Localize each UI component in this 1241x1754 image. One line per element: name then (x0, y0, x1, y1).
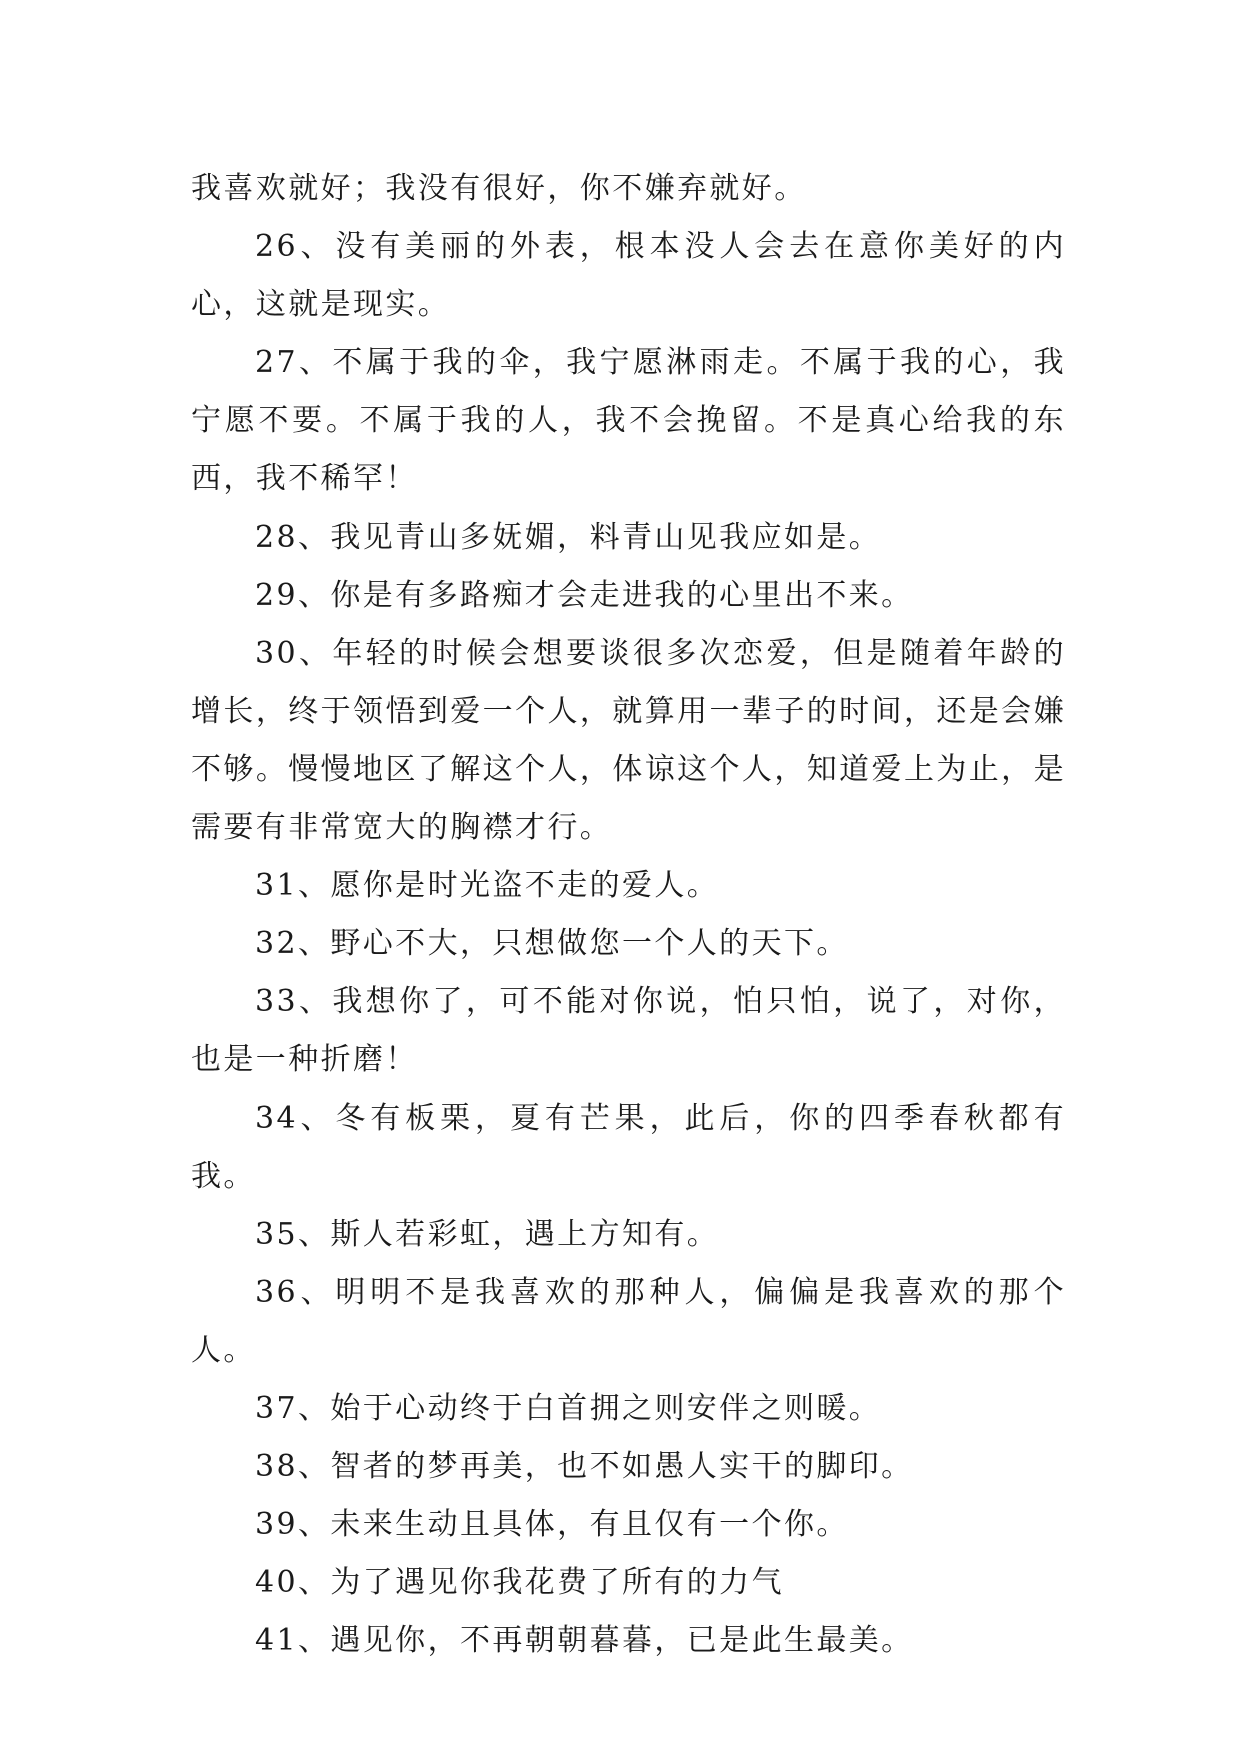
list-item-34: 34、冬有板栗，夏有芒果，此后，你的四季春秋都有我。 (191, 1100, 1066, 1194)
list-item-32: 32、野心不大，只想做您一个人的天下。 (255, 926, 849, 962)
list-item-28: 28、我见青山多妩媚，料青山见我应如是。 (255, 519, 882, 555)
list-item-27: 27、不属于我的伞，我宁愿淋雨走。不属于我的心，我宁愿不要。不属于我的人，我不会挽留。不是真心给我的东西，我不稀罕！ (191, 345, 1066, 497)
list-item-33: 33、我想你了，可不能对你说，怕只怕，说了，对你，也是一种折磨！ (191, 984, 1066, 1078)
list-item-35: 35、斯人若彩虹，遇上方知有。 (255, 1216, 720, 1252)
list-item-37: 37、始于心动终于白首拥之则安伴之则暖。 (255, 1390, 882, 1426)
list-item-29: 29、你是有多路痴才会走进我的心里出不来。 (255, 577, 914, 613)
list-item-36: 36、明明不是我喜欢的那种人，偏偏是我喜欢的那个人。 (191, 1274, 1066, 1368)
list-item-41: 41、遇见你，不再朝朝暮暮，已是此生最美。 (255, 1623, 914, 1659)
list-item-40: 40、为了遇见你我花费了所有的力气 (255, 1565, 784, 1601)
list-item-30: 30、年轻的时候会想要谈很多次恋爱，但是随着年龄的增长，终于领悟到爱一个人，就算用一辈子的时间，还是会嫌不够。慢慢地区了解这个人，体谅这个人，知道爱上为止，是需要有非常宽大的胸襟才行。 (191, 635, 1066, 846)
list-item-31: 31、愿你是时光盗不走的爱人。 (255, 868, 720, 904)
list-item-26: 26、没有美丽的外表，根本没人会去在意你美好的内心，这就是现实。 (191, 229, 1066, 323)
list-item-39: 39、未来生动且具体，有且仅有一个你。 (255, 1507, 849, 1543)
list-item-38: 38、智者的梦再美，也不如愚人实干的脚印。 (255, 1449, 914, 1485)
document-body (191, 160, 1066, 1670)
paragraph-continuation: 我喜欢就好；我没有很好，你不嫌弃就好。 (191, 171, 807, 206)
